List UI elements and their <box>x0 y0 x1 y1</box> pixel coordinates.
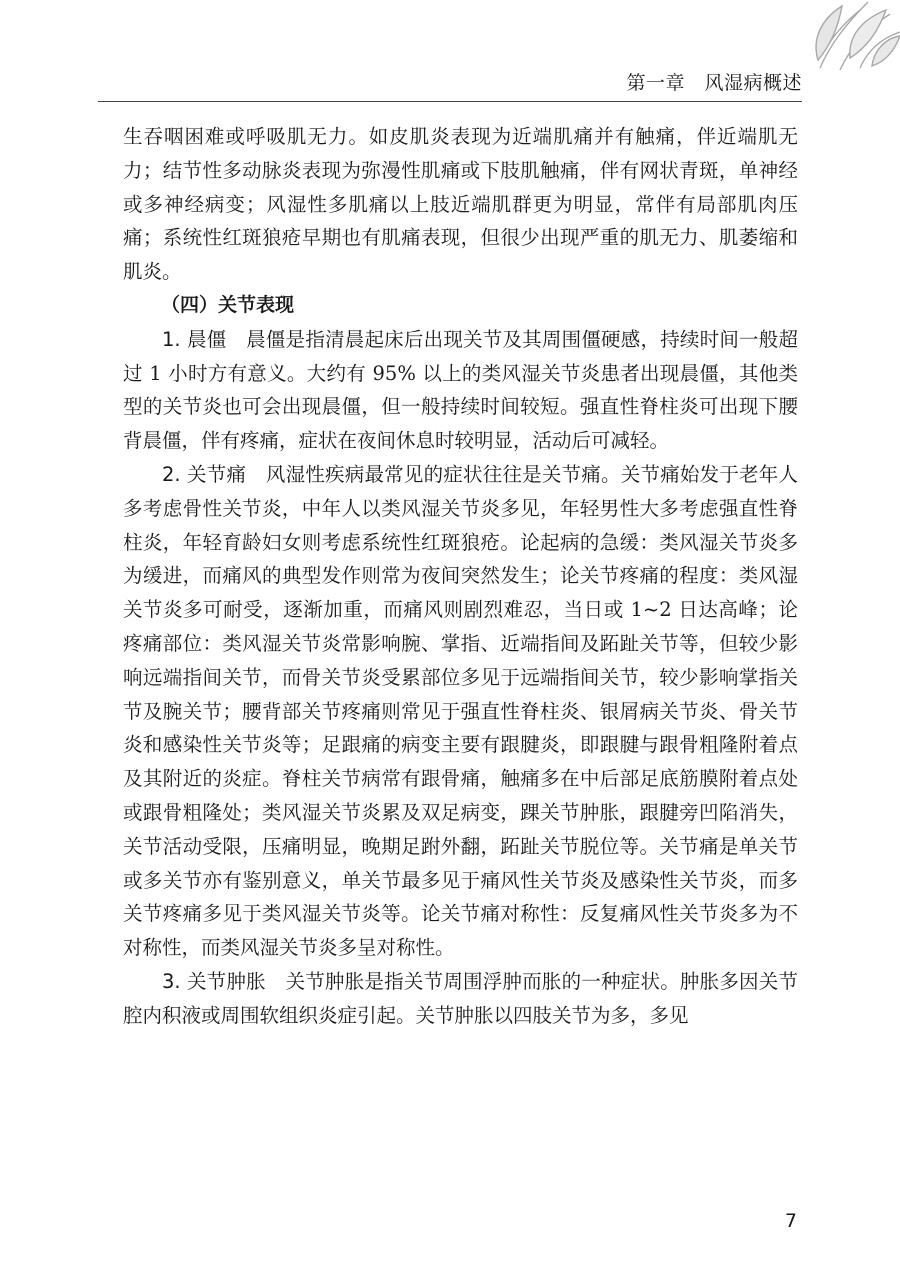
paragraph-joint-swelling <box>123 965 798 1033</box>
running-head: 第一章 风湿病概述 <box>626 72 802 94</box>
item-body: 晨僵是指清晨起床后出现关节及其周围僵硬感，持续时间一般超过 1 小时方有意义。大约有 95% 以上的类风湿关节炎患者出现晨僵，其他类型的关节炎也可会出现晨僵，但一般持续时间较短。强直性脊柱炎可出现下腰背晨僵，伴有疼痛，症状在夜间休息时较明显，活动后可减轻。 <box>123 327 798 453</box>
item-lead: 1. 晨僵 <box>162 327 227 351</box>
header-rule <box>98 101 802 102</box>
item-body: 风湿性疾病最常见的症状往往是关节痛。关节痛始发于老年人多考虑骨性关节炎，中年人以类风湿关节炎多见，年轻男性大多考虑强直性脊柱炎，年轻育龄妇女则考虑系统性红斑狼疮。论起病的急缓：类风湿关节炎多为缓进，而痛风的典型发作则常为夜间突然发生；论关节疼痛的程度：类风湿关节炎多可耐受，逐渐加重，而痛风则剧烈难忍，当日或 1~2 日达高峰；论疼痛部位：类风湿关节炎常影响腕、掌指、近端指间及跖趾关节等，但较少影响远端指间关节，而骨关节炎受累部位多见于远端指间关节，较少影响掌指关节及腕关节；腰背部关节疼痛则常见于强直性脊柱炎、银屑病关节炎、骨关节炎和感染性关节炎等；足跟痛的病变主要有跟腱炎，即跟腱与跟骨粗隆附着点及其附近的炎症。脊柱关节病常有跟骨痛，触痛多在中后部足底筋膜附着点处或跟骨粗隆处；类风湿关节炎累及双足病变，踝关节肿胀，跟腱旁凹陷消失，关节活动受限，压痛明显，晚期足跗外翻，跖趾关节脱位等。关节痛是单关节或多关节亦有鉴别意义，单关节最多见于痛风性关节炎及感染性关节炎，而多关节疼痛多见于类风湿关节炎等。论关节痛对称性：反复痛风性关节炎多为不对称性，而类风湿关节炎多呈对称性。 <box>123 462 798 960</box>
page-number: 7 <box>784 1210 797 1232</box>
section-heading: （四）关节表现 <box>161 293 295 316</box>
paragraph-continued: 生吞咽困难或呼吸肌无力。如皮肌炎表现为近端肌痛并有触痛，伴近端肌无力；结节性多动脉炎表现为弥漫性肌痛或下肢肌触痛，伴有网状青斑，单神经或多神经病变；风湿性多肌痛以上肢近端肌群更为明显，常伴有局部肌肉压痛；系统性红斑狼疮早期也有肌痛表现，但很少出现严重的肌无力、肌萎缩和肌炎。 <box>123 125 798 284</box>
paragraph-joint-pain <box>123 458 798 965</box>
bamboo-leaf-icon <box>790 0 900 70</box>
item-lead: 3. 关节肿胀 <box>162 969 266 993</box>
paragraph-morning-stiffness <box>123 323 798 458</box>
body-text <box>123 120 798 1033</box>
item-body: 关节肿胀是指关节周围浮肿而胀的一种症状。肿胀多因关节腔内积液或周围软组织炎症引起。关节肿胀以四肢关节为多，多见 <box>123 969 798 1027</box>
item-lead: 2. 关节痛 <box>162 462 247 486</box>
